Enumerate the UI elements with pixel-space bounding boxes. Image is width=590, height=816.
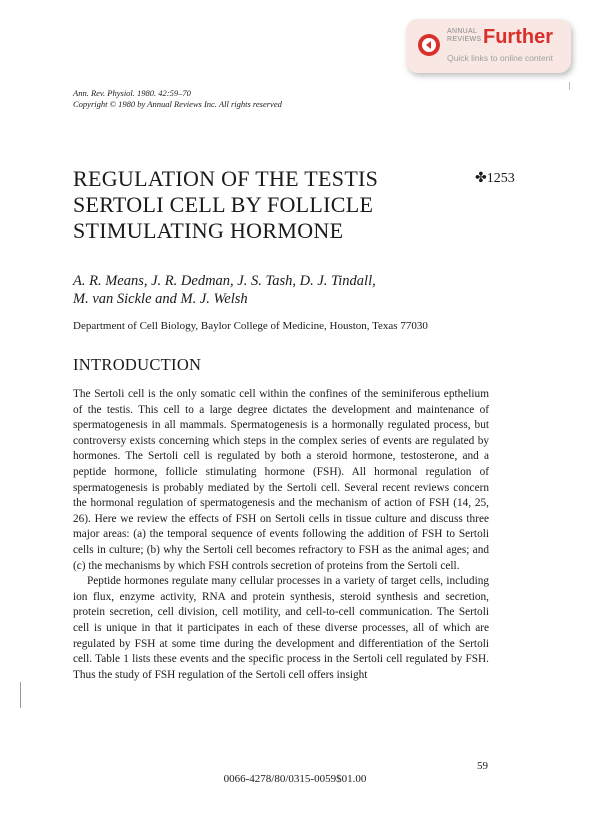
further-links-badge[interactable] bbox=[406, 19, 571, 73]
footer-code: 0066-4278/80/0315-0059$01.00 bbox=[223, 773, 367, 785]
authors-line: M. van Sickle and M. J. Welsh bbox=[73, 291, 248, 307]
play-arrow-icon bbox=[418, 34, 440, 56]
copyright-line: Copyright © 1980 by Annual Reviews Inc. All rights reserved bbox=[73, 99, 282, 109]
title-line: REGULATION OF THE TESTIS bbox=[73, 166, 379, 191]
title-line: SERTOLI CELL BY FOLLICLE bbox=[73, 192, 374, 217]
annual-reviews-label: ANNUAL REVIEWS bbox=[447, 28, 482, 43]
margin-mark bbox=[569, 82, 570, 90]
citation-block bbox=[73, 88, 282, 110]
further-subtitle: Quick links to online content bbox=[447, 53, 553, 63]
authors bbox=[73, 272, 376, 308]
page-number: 59 bbox=[477, 760, 488, 772]
paragraph: The Sertoli cell is the only somatic cell within the confines of the seminiferous epthelium of the testis. This cell to a large degree dictates the development and maintenance of spermatogenesis in all mammals. Spermatogenesis is a hormonally regulated process, but controversy exists concerning which steps in the complex series of events are regulated by hormones. The Sertoli cell is regulated by both a steroid hormone, testosterone, and a peptide hormone, follicle stimulating hormone (FSH). All hormonal regulation of spermatogenesis is probably mediated by the Sertoli cell. Several recent reviews concern the hormonal regulation of spermatogenesis and the mechanism of action of FSH (14, 25, 26). Here we review the effects of FSH on Sertoli cells in tissue culture and discuss three major areas: (a) the temporal sequence of events following the addition of FSH to Sertoli cells in culture; (b) why the Sertoli cell becomes refractory to FSH as the animal ages; and (c) the mechanisms by which FSH controls secretion of proteins from the Sertoli cell. bbox=[73, 388, 489, 572]
body-text bbox=[73, 387, 489, 683]
title-line: STIMULATING HORMONE bbox=[73, 218, 344, 243]
authors-line: A. R. Means, J. R. Dedman, J. S. Tash, D. J. Tindall, bbox=[73, 273, 376, 289]
margin-mark bbox=[20, 682, 21, 708]
article-title bbox=[73, 166, 433, 244]
serial-number: ✤1253 bbox=[475, 171, 515, 186]
paragraph: Peptide hormones regulate many cellular processes in a variety of target cells, including ion flux, enzyme activity, RNA and protein synthesis, steroid synthesis and secretion, protein secretion, cell division, cell motility, and cell-to-cell communication. The Sertoli cell is unique in that it participates in each of these diverse processes, all of which are regulated by FSH at some time during the development and differentiation of the Sertoli cell. Table 1 lists these events and the specific process in the Sertoli cell regulated by FSH. Thus the study of FSH regulation of the Sertoli cell offers insight bbox=[73, 575, 489, 681]
journal-line: Ann. Rev. Physiol. 1980. 42:59–70 bbox=[73, 88, 191, 98]
section-heading: INTRODUCTION bbox=[73, 355, 202, 374]
affiliation: Department of Cell Biology, Baylor College of Medicine, Houston, Texas 77030 bbox=[73, 320, 428, 332]
further-title: Further bbox=[483, 26, 553, 48]
